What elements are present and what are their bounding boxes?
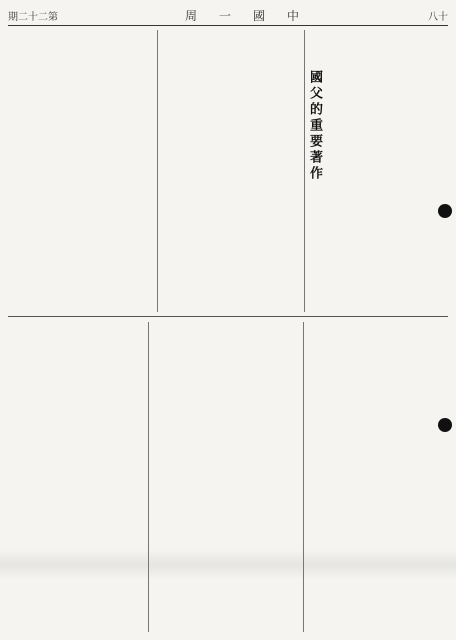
fold-line	[8, 316, 448, 317]
masthead-char-4: 中	[287, 8, 302, 23]
column-divider	[303, 322, 304, 632]
issue-label: 期二十二第	[8, 11, 58, 23]
punch-hole-icon	[438, 204, 452, 218]
header-rule	[8, 25, 448, 26]
article-title: 國父的重要著作	[307, 70, 322, 182]
column-divider	[157, 30, 158, 312]
top-right-text-block	[362, 30, 432, 312]
column-divider	[304, 30, 305, 312]
top-center-text-block	[160, 30, 302, 312]
masthead-title	[185, 7, 301, 24]
punch-hole-icon	[438, 418, 452, 432]
masthead-char-1: 周	[184, 8, 199, 23]
column-divider	[148, 322, 149, 632]
masthead-char-3: 國	[253, 8, 268, 23]
bottom-left-text-block	[10, 322, 146, 632]
scan-smudge	[0, 550, 456, 580]
page-number: 八十	[428, 11, 448, 23]
masthead-char-2: 一	[218, 8, 233, 23]
bottom-center-text-block	[150, 322, 300, 632]
bottom-right-text-block	[306, 322, 432, 632]
top-left-text-block	[10, 30, 156, 312]
page-header	[8, 8, 448, 22]
